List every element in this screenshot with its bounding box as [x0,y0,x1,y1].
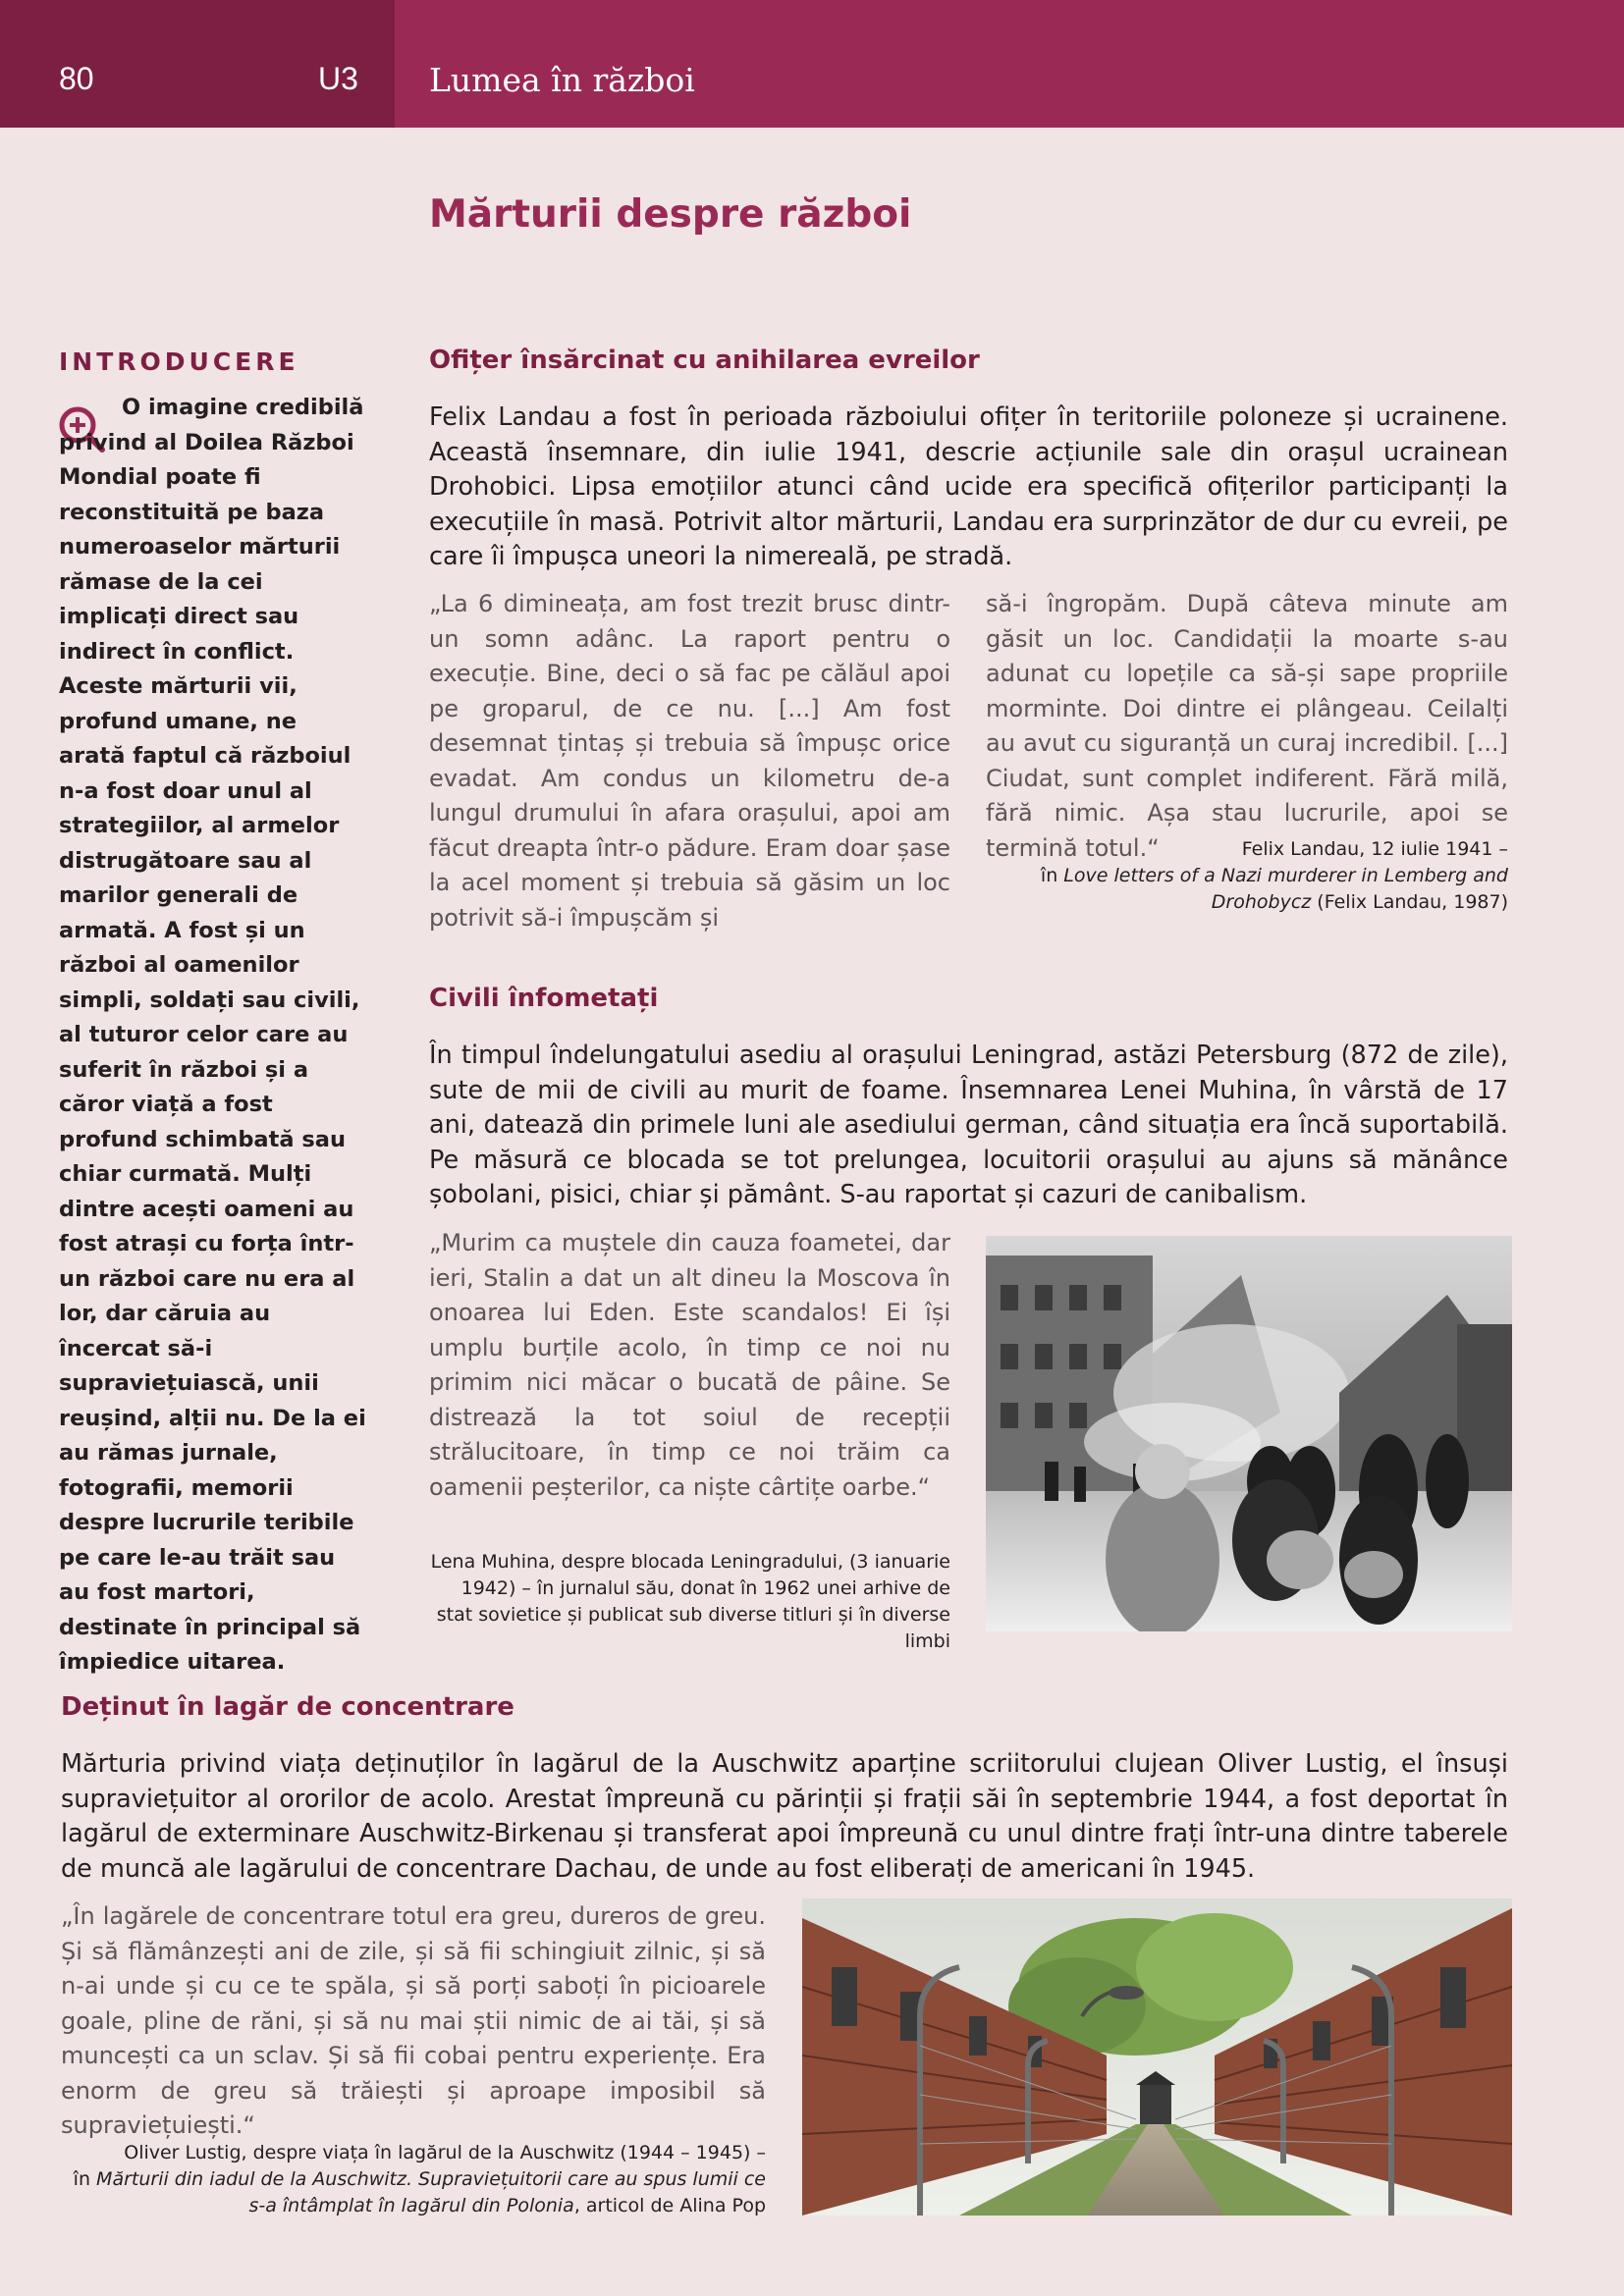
page-number: 80 [59,61,94,96]
section1-source [986,836,1508,916]
section3-paragraph: Mărturia privind viața deținuților în lagărul de la Auschwitz aparține scriitorului clujean Oliver Lustig, el însuși supraviețuitor al ororilor de acolo. Arestat împreună cu părinții și frații săi în septembrie 1944, a fost deportat în lagărul de exterminare Auschwitz-Birkenau și transferat apoi împreună cu unul dintre frați într-una dintre taberele de muncă ale lagărului de concentrare Dachau, de unde au fost eliberați de americani în 1945. [61,1749,1508,1884]
section1-paragraph: Felix Landau a fost în perioada războiului ofițer în teritoriile poloneze și ucrainene. Această însemnare, din iulie 1941, descrie acțiunile sale din orașul ucrainean Drohobici. Lipsa emoțiilor atunci când ucide era specifică ofițerilor participanți la execuțiile în masă. Potrivit altor mărturii, Landau era surprinzător de dur cu evreii, pe care îi împușca uneori la nimereală, pe stradă. [429,402,1508,571]
section3-heading: Deținut în lagăr de concentrare [61,1692,514,1722]
section3-source-line1: Oliver Lustig, despre viața în lagărul de la Auschwitz (1944 – 1945) – [124,2142,766,2163]
section1-source-title: Love letters of a Nazi murderer in Lemberg and Drohobycz [1063,865,1508,913]
section1-source-line1: Felix Landau, 12 iulie 1941 – [1241,838,1508,860]
chapter-title: Lumea în război [429,61,695,99]
section2-paragraph: În timpul îndelungatului asediu al orașului Leningrad, astăzi Petersburg (872 de zile), sute de mii de civili au murit de foame. Însemnarea Lenei Muhina, în vârstă de 17 ani, datează din primele luni ale asediului german, când situația era încă suportabilă. Pe măsură ce blocada se tot prelungea, locuitorii orașului au ajuns să mănânce șobolani, pisici, chiar și pământ. S-au raportat și cazuri de canibalism. [429,1041,1508,1209]
section3-source-post: , articol de Alina Pop [573,2195,766,2216]
page-header [0,0,1624,128]
section1-source-pre: în [1040,865,1064,886]
auschwitz-camp-photo [802,1898,1512,2216]
unit-label: U3 [318,61,358,96]
section1-source-post: (Felix Landau, 1987) [1311,891,1508,913]
section3-source [61,2140,766,2219]
section2-heading: Civili înfometați [429,984,659,1013]
section2-source: Lena Muhina, despre blocada Leningradului, (3 ianuarie 1942) – în jurnalul său, donat în 1962 unei arhive de stat sovietice și publicat sub diverse titluri și în diverse limbi [430,1551,950,1652]
section3-source-pre: în [73,2168,97,2190]
section2-quote: „Murim ca muștele din cauza foametei, dar ieri, Stalin a dat un alt dineu la Moscova în onoarea lui Eden. Este scandalos! Ei își umplu burțile acolo, în timp ce noi nu primim nici măcar o bucată de pâine. Se distrează la tot soiul de recepții strălucitoare, în timp ce noi trăim ca oamenii peșterilor, ca niște cârtițe oarbe.“ [429,1229,950,1501]
leningrad-siege-photo [986,1236,1512,1631]
page-title: Mărturii despre război [429,192,912,237]
section1-quote-col1: „La 6 dimineața, am fost trezit brusc dintr-un somn adânc. La raport pentru o execuție. Bine, deci o să fac pe călăul apoi pe groparul, de ce nu. [...] Am fost desemnat țintaș și trebuia să împușc orice evadat. Am condus un kilometru de-a lungul drumului în afara orașului, apoi am făcut dreapta într-o pădure. Eram doar șase la acel moment și trebuia să găsim un loc potrivit să-i împușcăm și [429,590,950,932]
section3-source-title: Mărturii din iadul de la Auschwitz. Supraviețuitorii care au spus lumii ce s-a întâmplat în lagărul din Polonia [96,2168,766,2216]
intro-heading: INTRODUCERE [59,347,299,376]
section3-quote: „În lagărele de concentrare totul era greu, dureros de greu. Și să flămânzești ani de zile, și să fii schingiuit zilnic, și să n-ai unde și cu ce te spăla, și să porți saboți în picioarele goale, pline de răni, și să nu mai știi nimic de ai tăi, și să muncești ca un sclav. Și să fii cobai pentru experiențe. Era enorm de greu să trăiești și aproape imposibil să supraviețuiești.“ [61,1902,766,2139]
section1-heading: Ofițer însărcinat cu anihilarea evreilor [429,346,980,375]
section1-quote-col2: să-i îngropăm. După câteva minute am găsit un loc. Candidații la moarte s-au adunat cu lopețile ca să-și sape propriile morminte. Doi dintre ei plângeau. Ceilalți au avut cu siguranță un curaj incredibil. [...] Ciudat, sunt complet indiferent. Fără milă, fără nimic. Așa stau lucrurile, apoi se termină totul.“ [986,590,1508,862]
intro-text: O imagine credibilă privind al Doilea Război Mondial poate fi reconstituită pe baza numeroaselor mărturii rămase de la cei implicați direct sau indirect în conflict. Aceste mărturii vii, profund umane, ne arată faptul că războiul n-a fost doar unul al strategiilor, al armelor distrugătoare sau al marilor generali de armată. A fost și un război al oamenilor simpli, soldați sau civili, al tuturor celor care au suferit în război și a căror viață a fost profund schimbată sau chiar curmată. Mulți dintre acești oameni au fost atrași cu forța într-un război care nu era al lor, dar căruia au încercat să-i supraviețuiască, unii reușind, alții nu. De la ei au rămas jurnale, fotografii, memorii despre lucrurile teribile pe care le-au trăit sau au fost martori, destinate în principal să împiedice uitarea. [59,395,366,1675]
